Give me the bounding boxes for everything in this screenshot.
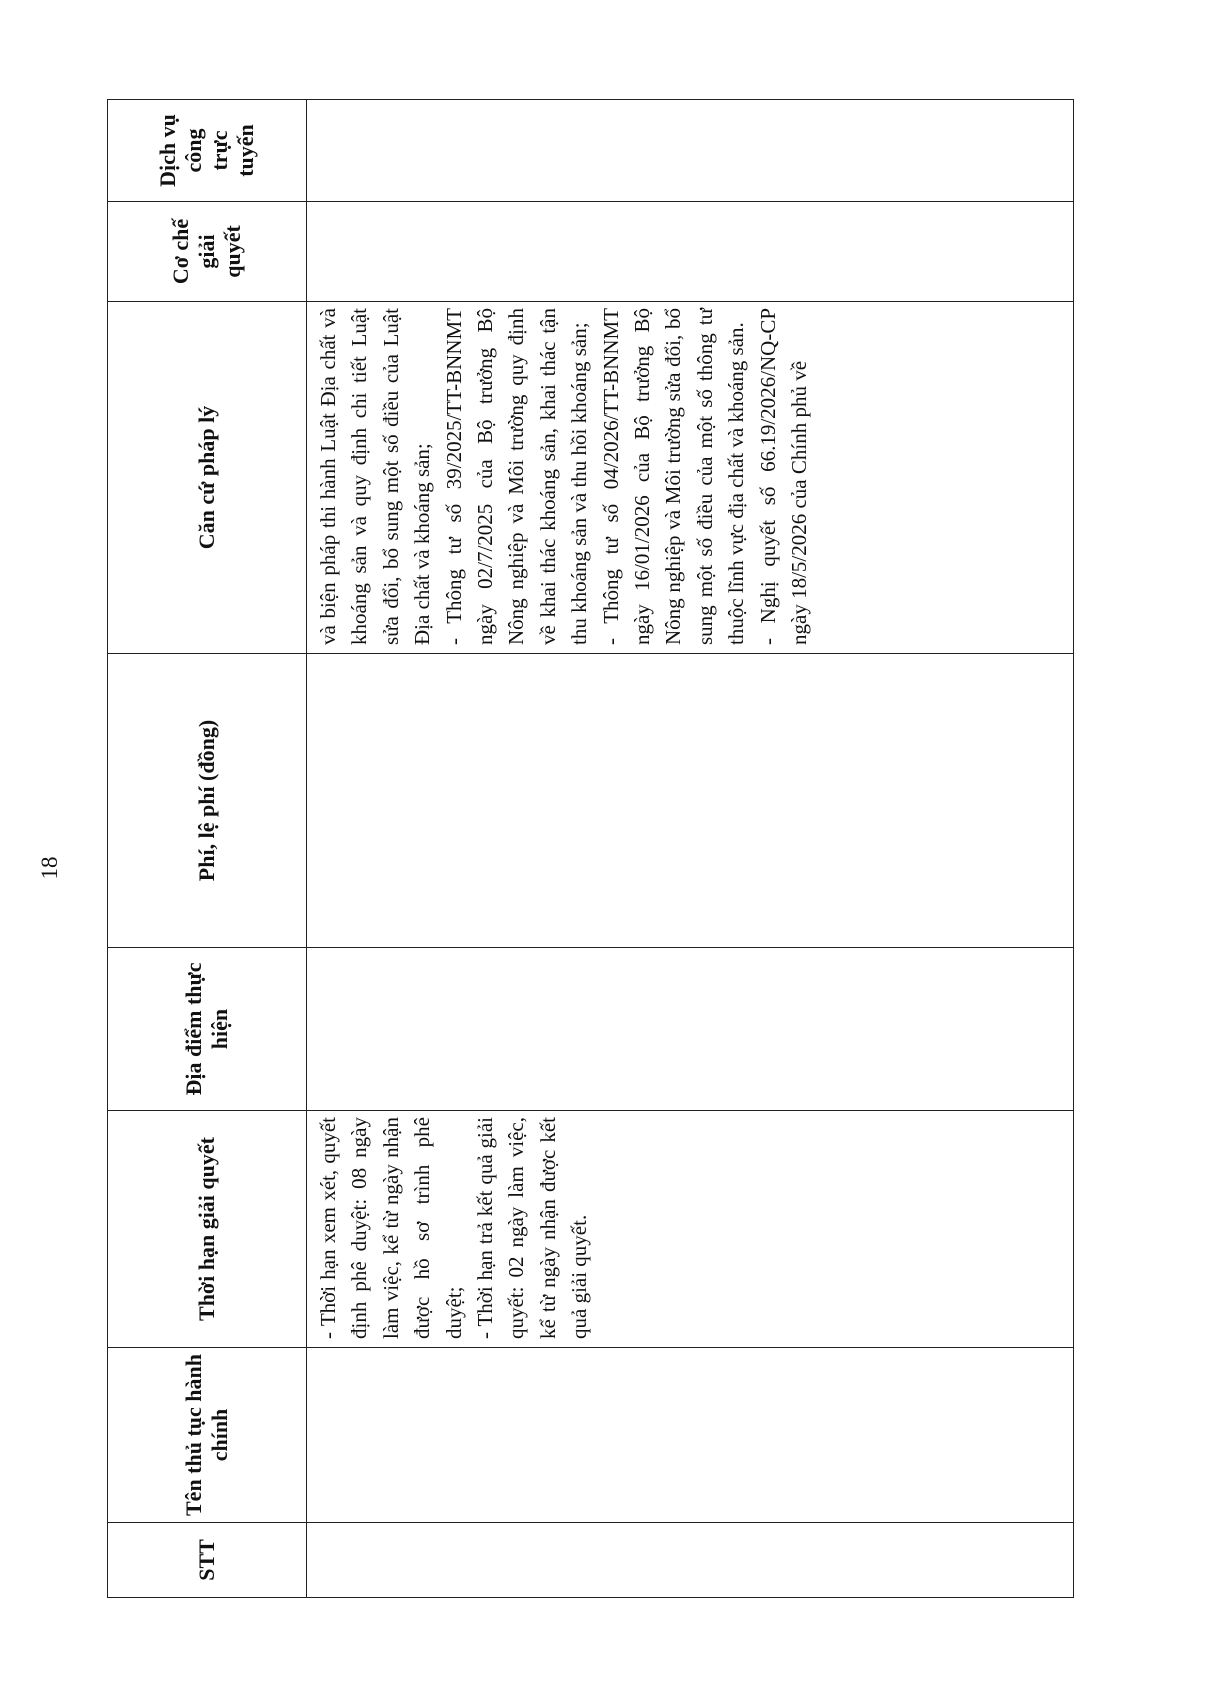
cell-phi-le-phi: [307, 654, 1074, 948]
cell-can-cu: [307, 302, 1074, 654]
page-number: 18: [37, 856, 62, 880]
thoi-han-item: - Thời hạn trả kết quả giải quyết: 02 ngày làm việc, kể từ ngày nhận được kết quả giải quyết.: [473, 1117, 592, 1339]
cell-dich-vu: [307, 100, 1074, 202]
header-ten-thu-tuc: Tên thủ tục hành chính: [108, 1348, 307, 1523]
can-cu-item: - Thông tư số 39/2025/TT-BNNMT ngày 02/7/2025 của Bộ trưởng Bộ Nông nghiệp và Môi trường quy định về khai thác khoáng sản, khai thác tận thu khoáng sản và thu hồi khoáng sản;: [441, 308, 592, 645]
header-stt: STT: [108, 1523, 307, 1598]
cell-stt: [307, 1523, 1074, 1598]
cell-co-che: [307, 202, 1074, 302]
header-phi-le-phi: Phí, lệ phí (đồng): [108, 654, 307, 948]
procedure-table: [107, 99, 1074, 1598]
header-can-cu: Căn cứ pháp lý: [108, 302, 307, 654]
table-row: [307, 100, 1074, 1598]
header-dia-diem: Địa điểm thực hiện: [108, 948, 307, 1111]
cell-dia-diem: [307, 948, 1074, 1111]
rotated-table-frame: [107, 100, 1074, 1598]
header-thoi-han: Thời hạn giải quyết: [108, 1111, 307, 1348]
can-cu-item: - Nghị quyết số 66.19/2026/NQ-CP ngày 18/5/2026 của Chính phủ về: [755, 308, 812, 645]
can-cu-item: - Thông tư số 04/2026/TT-BNNMT ngày 16/01/2026 của Bộ trưởng Bộ Nông nghiệp và Môi trường sửa đổi, bổ sung một số điều của một số thông tư thuộc lĩnh vực địa chất và khoáng sản.: [598, 308, 749, 645]
header-co-che: Cơ chế giải quyết: [108, 202, 307, 302]
header-dich-vu: Dịch vụ công trực tuyến: [108, 100, 307, 202]
can-cu-item: và biện pháp thi hành Luật Địa chất và khoáng sản và quy định chi tiết Luật sửa đổi, bổ sung một số điều của Luật Địa chất và khoáng sản;: [316, 308, 435, 645]
cell-ten-thu-tuc: [307, 1348, 1074, 1523]
thoi-han-item: - Thời hạn xem xét, quyết định phê duyệt: 08 ngày làm việc, kể từ ngày nhận được hồ sơ trình phê duyệt;: [316, 1117, 466, 1339]
table-header-row: [108, 100, 307, 1598]
cell-thoi-han: [307, 1111, 1074, 1348]
